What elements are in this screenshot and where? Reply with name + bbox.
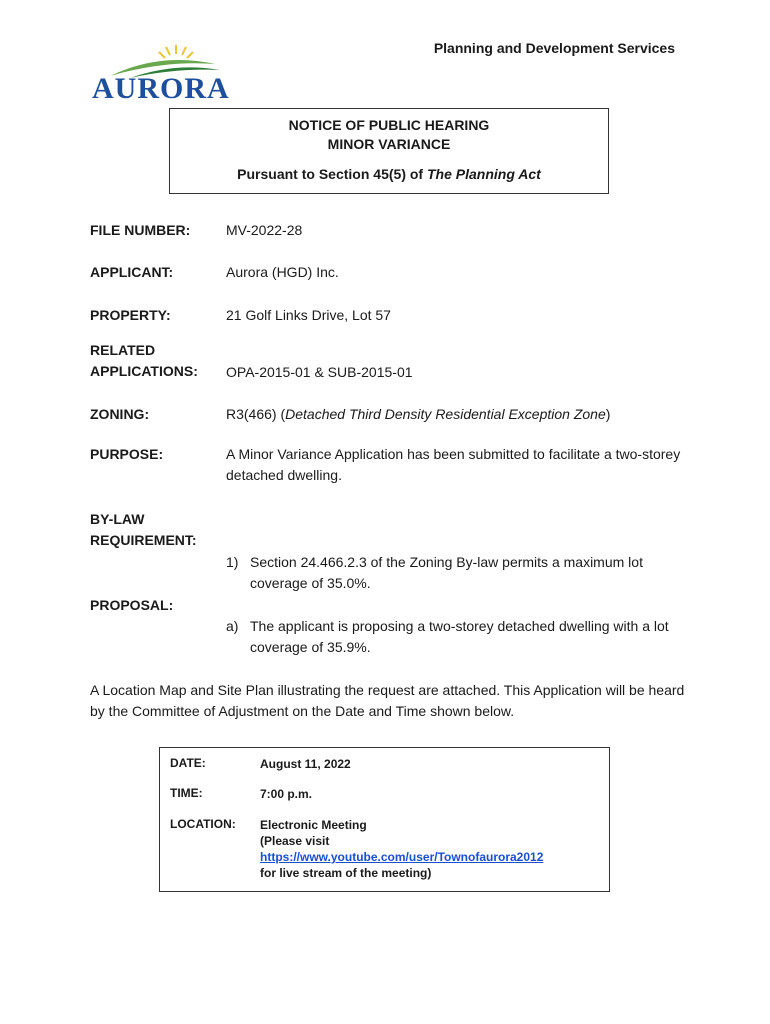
related-label-line1: RELATED [90,342,156,358]
applicant-label: APPLICANT: [90,264,174,280]
zoning-description: Detached Third Density Residential Exception Zone [285,406,606,422]
property-value: 21 Golf Links Drive, Lot 57 [226,307,391,323]
bylaw-label-line2: REQUIREMENT: [90,532,197,548]
time-value: 7:00 p.m. [260,787,313,801]
applicant-value: Aurora (HGD) Inc. [226,264,339,280]
zoning-code: R3(466) ( [226,406,286,422]
aurora-logo [90,42,250,106]
related-label-line2: APPLICATIONS: [90,363,198,379]
authority-act: The Planning Act [426,166,541,182]
bylaw-label-line1: BY-LAW [90,511,145,527]
notice-title: NOTICE OF PUBLIC HEARING [288,117,490,133]
purpose-value: A Minor Variance Application has been submitted to facilitate a two-storey detached dwelling. [226,446,681,483]
bylaw-item-number: 1) [226,554,239,570]
proposal-item [226,616,686,658]
property-label: PROPERTY: [90,307,171,323]
file-number-label: FILE NUMBER: [90,222,191,238]
proposal-item-number: a) [226,618,239,634]
location-line-4: for live stream of the meeting) [260,866,432,880]
zoning-close: ) [605,406,611,422]
logo-wordmark: AURORA [92,72,230,105]
file-number-value: MV-2022-28 [226,222,303,238]
zoning-label: ZONING: [90,406,150,422]
proposal-item-text: The applicant is proposing a two-storey detached dwelling with a lot coverage of 35.9%. [250,618,669,655]
zoning-value [226,404,610,425]
time-label: TIME: [170,786,203,800]
body-paragraph: A Location Map and Site Plan illustrating the request are attached. This Application will be heard by the Committee of Adjustment on the Date and Time shown below. [90,682,685,719]
livestream-link[interactable]: https://www.youtube.com/user/Townofaurora2012 [260,850,544,864]
proposal-label: PROPOSAL: [90,597,174,613]
date-value: August 11, 2022 [260,757,351,771]
purpose-label: PURPOSE: [90,446,164,462]
notice-authority [170,166,608,182]
department-name: Planning and Development Services [433,40,675,56]
notice-subtitle: MINOR VARIANCE [327,136,451,152]
bylaw-item-text: Section 24.466.2.3 of the Zoning By-law permits a maximum lot coverage of 35.0%. [250,554,643,591]
related-value: OPA-2015-01 & SUB-2015-01 [226,364,413,380]
authority-prefix: Pursuant to Section 45(5) of [237,166,427,182]
location-line-1: Electronic Meeting [260,818,367,832]
hearing-details-box [159,747,610,892]
location-line-2: (Please visit [260,834,330,848]
bylaw-requirement-item [226,552,686,594]
location-value [260,817,590,881]
date-label: DATE: [170,756,206,770]
notice-title-box [169,108,609,194]
location-label: LOCATION: [170,817,236,831]
